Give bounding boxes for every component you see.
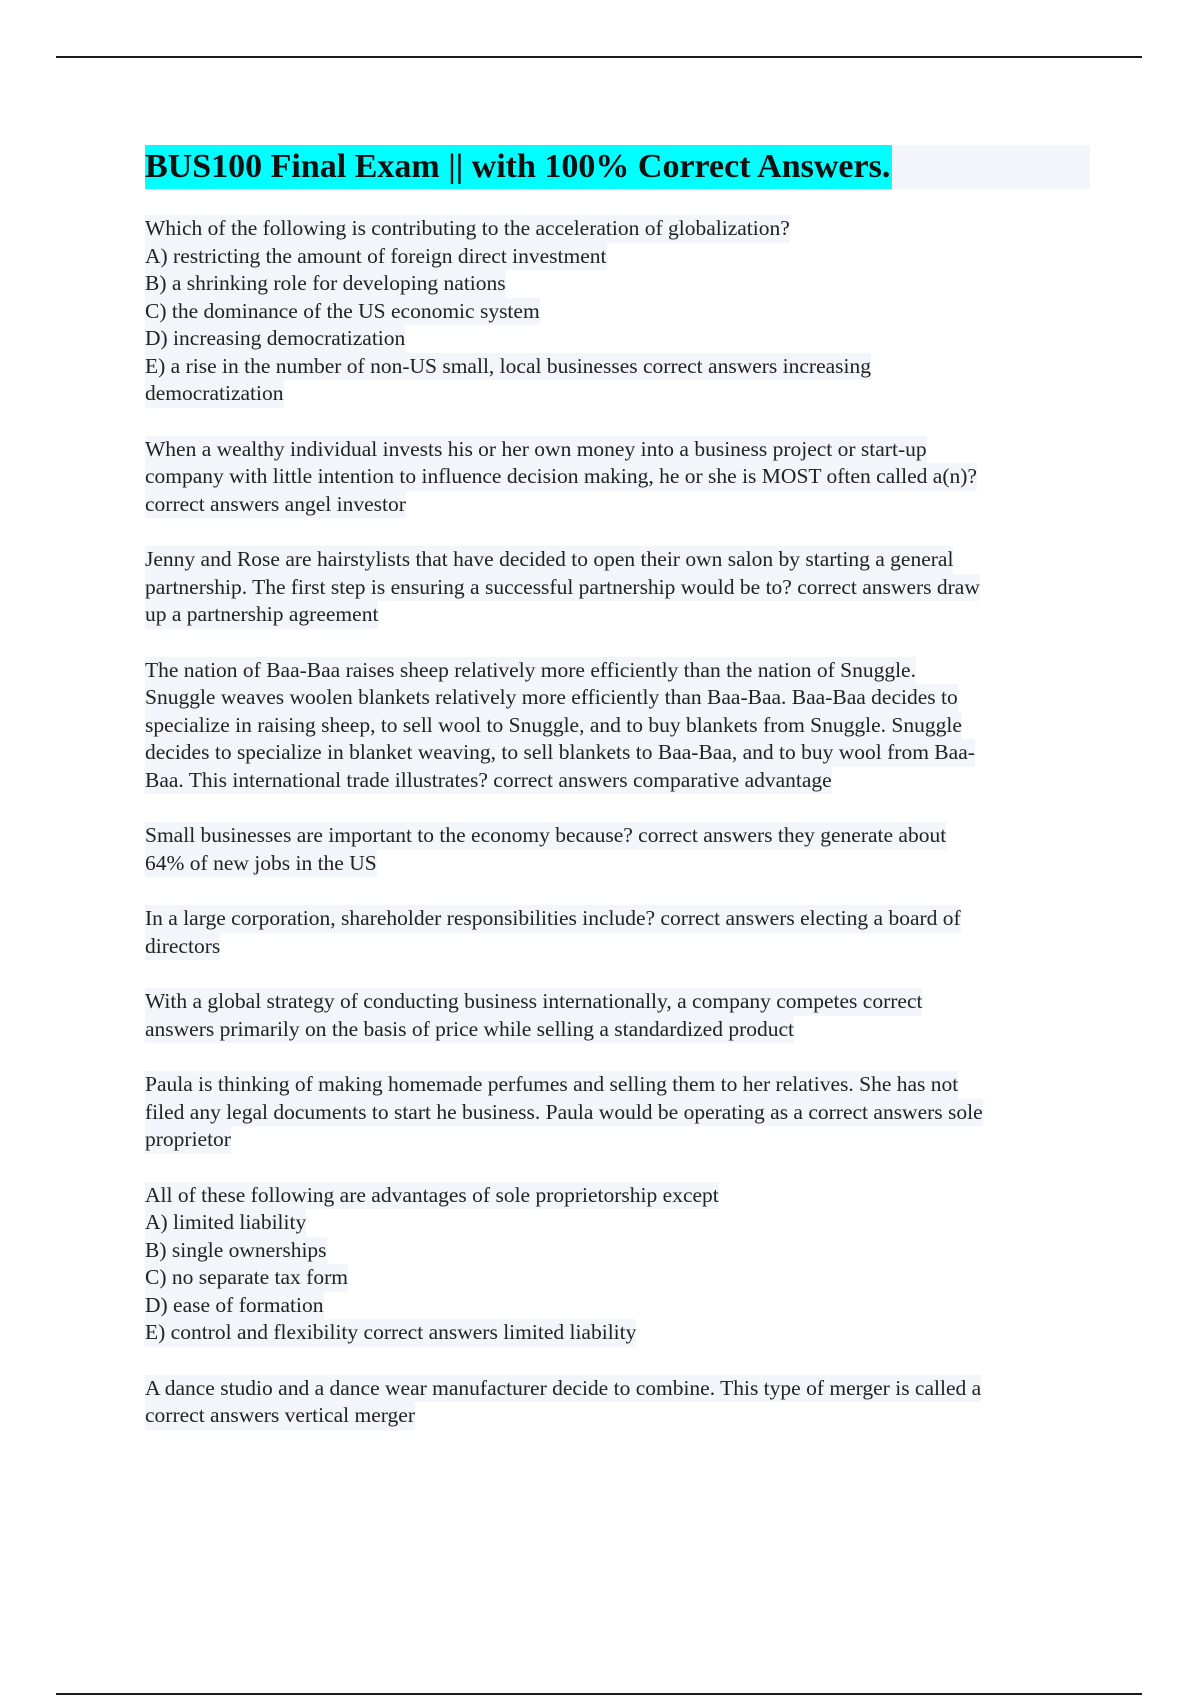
qa-line: Snuggle weaves woolen blankets relatively more efficiently than Baa-Baa. Baa-Baa decides to <box>145 684 958 712</box>
qa-line: decides to specialize in blanket weaving, to sell blankets to Baa-Baa, and to buy wool from Baa- <box>145 739 975 767</box>
qa-block-2 <box>145 436 1090 519</box>
qa-block-8 <box>145 1071 1090 1154</box>
document-title: BUS100 Final Exam || with 100% Correct Answers. <box>145 145 892 189</box>
qa-line: A) restricting the amount of foreign direct investment <box>145 243 607 271</box>
qa-line: correct answers angel investor <box>145 491 406 519</box>
qa-line: The nation of Baa-Baa raises sheep relatively more efficiently than the nation of Snuggle. <box>145 657 916 685</box>
qa-line: up a partnership agreement <box>145 601 378 629</box>
qa-line: A dance studio and a dance wear manufacturer decide to combine. This type of merger is called a <box>145 1375 981 1403</box>
qa-line: All of these following are advantages of sole proprietorship except <box>145 1182 719 1210</box>
document-body <box>145 145 1090 1458</box>
qa-block-9 <box>145 1182 1090 1347</box>
qa-line: specialize in raising sheep, to sell wool to Snuggle, and to buy blankets from Snuggle. Snuggle <box>145 712 962 740</box>
qa-line: D) increasing democratization <box>145 325 405 353</box>
qa-line: Paula is thinking of making homemade perfumes and selling them to her relatives. She has not <box>145 1071 958 1099</box>
qa-line: B) single ownerships <box>145 1237 327 1265</box>
qa-line: C) the dominance of the US economic system <box>145 298 540 326</box>
qa-block-4 <box>145 657 1090 795</box>
qa-line: Baa. This international trade illustrates? correct answers comparative advantage <box>145 767 832 795</box>
qa-line: Jenny and Rose are hairstylists that have decided to open their own salon by starting a general <box>145 546 953 574</box>
qa-line: C) no separate tax form <box>145 1264 348 1292</box>
qa-line: In a large corporation, shareholder responsibilities include? correct answers electing a board of <box>145 905 961 933</box>
qa-line: 64% of new jobs in the US <box>145 850 377 878</box>
qa-block-10 <box>145 1375 1090 1430</box>
qa-block-1 <box>145 215 1090 408</box>
qa-line: With a global strategy of conducting business internationally, a company competes correct <box>145 988 922 1016</box>
qa-line: Which of the following is contributing to the acceleration of globalization? <box>145 215 790 243</box>
qa-line: partnership. The first step is ensuring a successful partnership would be to? correct answers draw <box>145 574 980 602</box>
qa-line: When a wealthy individual invests his or her own money into a business project or start-up <box>145 436 927 464</box>
qa-block-7 <box>145 988 1090 1043</box>
qa-block-6 <box>145 905 1090 960</box>
title-band <box>145 145 1090 189</box>
qa-block-5 <box>145 822 1090 877</box>
qa-line: company with little intention to influence decision making, he or she is MOST often called a(n)? <box>145 463 977 491</box>
qa-line: correct answers vertical merger <box>145 1402 415 1430</box>
qa-line: proprietor <box>145 1126 231 1154</box>
qa-line: E) control and flexibility correct answers limited liability <box>145 1319 636 1347</box>
qa-line: D) ease of formation <box>145 1292 324 1320</box>
qa-line: E) a rise in the number of non-US small, local businesses correct answers increasing <box>145 353 871 381</box>
qa-line: filed any legal documents to start he business. Paula would be operating as a correct answers sole <box>145 1099 983 1127</box>
qa-line: B) a shrinking role for developing nations <box>145 270 506 298</box>
bottom-rule <box>56 1693 1142 1695</box>
qa-line: Small businesses are important to the economy because? correct answers they generate about <box>145 822 946 850</box>
qa-line: directors <box>145 933 220 961</box>
top-rule <box>56 56 1142 58</box>
qa-line: democratization <box>145 380 284 408</box>
qa-line: A) limited liability <box>145 1209 306 1237</box>
qa-line: answers primarily on the basis of price while selling a standardized product <box>145 1016 794 1044</box>
qa-block-3 <box>145 546 1090 629</box>
